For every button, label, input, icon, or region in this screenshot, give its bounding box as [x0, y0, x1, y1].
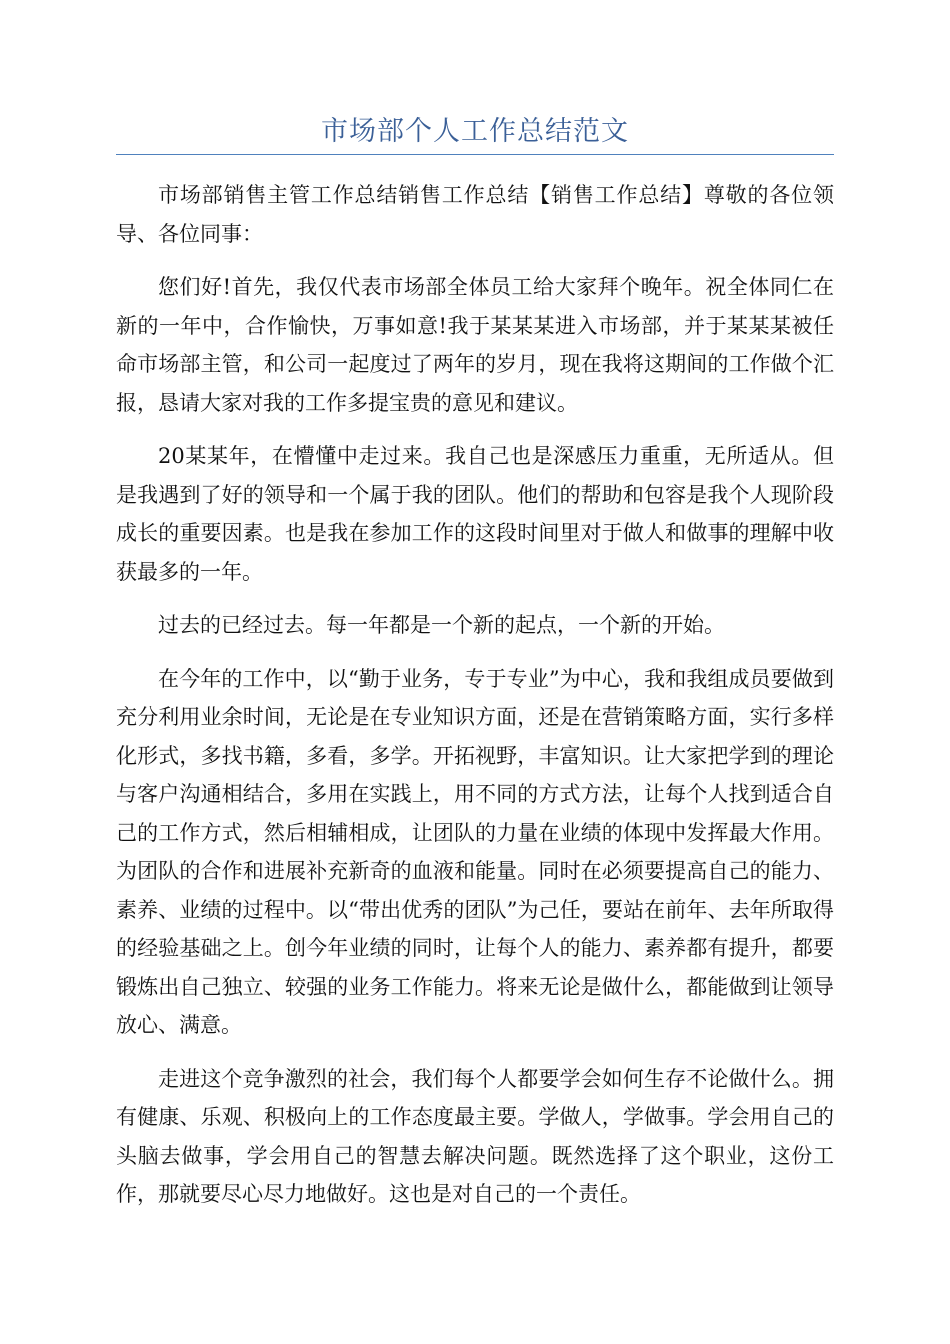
document-body [116, 176, 834, 1229]
paragraph-5: 在今年的工作中，以“勤于业务，专于专业”为中心，我和我组成员要做到充分利用业余时间，无论是在专业知识方面，还是在营销策略方面，实行多样化形式，多找书籍，多看，多学。开拓视野，丰富知识。让大家把学到的理论与客户沟通相结合，多用在实践上，用不同的方式方法，让每个人找到适合自己的工作方式，然后相辅相成，让团队的力量在业绩的体现中发挥最大作用。为团队的合作和进展补充新奇的血液和能量。同时在必须要提高自己的能力、素养、业绩的过程中。以“带出优秀的团队”为己任，要站在前年、去年所取得的经验基础之上。创今年业绩的同时，让每个人的能力、素养都有提升，都要锻炼出自己独立、较强的业务工作能力。将来无论是做什么，都能做到让领导放心、满意。 [116, 666, 834, 1037]
paragraph-2: 您们好!首先，我仅代表市场部全体员工给大家拜个晚年。祝全体同仁在新的一年中，合作愉快，万事如意!我于某某某进入市场部，并于某某某被任命市场部主管，和公司一起度过了两年的岁月，现在我将这期间的工作做个汇报，恳请大家对我的工作多提宝贵的意见和建议。 [116, 275, 834, 415]
paragraph-1: 市场部销售主管工作总结销售工作总结【销售工作总结】尊敬的各位领导、各位同事： [116, 183, 834, 246]
document-title: 市场部个人工作总结范文 [321, 116, 629, 147]
paragraph-3: 20某某年，在懵懂中走过来。我自己也是深感压力重重，无所适从。但是我遇到了好的领导和一个属于我的团队。他们的帮助和包容是我个人现阶段成长的重要因素。也是我在参加工作的这段时间里对于做人和做事的理解中收获最多的一年。 [116, 444, 834, 584]
title-underline [116, 154, 834, 155]
paragraph-4: 过去的已经过去。每一年都是一个新的起点，一个新的开始。 [158, 613, 725, 637]
paragraph-6: 走进这个竞争激烈的社会，我们每个人都要学会如何生存不论做什么。拥有健康、乐观、积极向上的工作态度最主要。学做人，学做事。学会用自己的头脑去做事，学会用自己的智慧去解决问题。既然选择了这个职业，这份工作，那就要尽心尽力地做好。这也是对自己的一个责任。 [116, 1066, 834, 1206]
